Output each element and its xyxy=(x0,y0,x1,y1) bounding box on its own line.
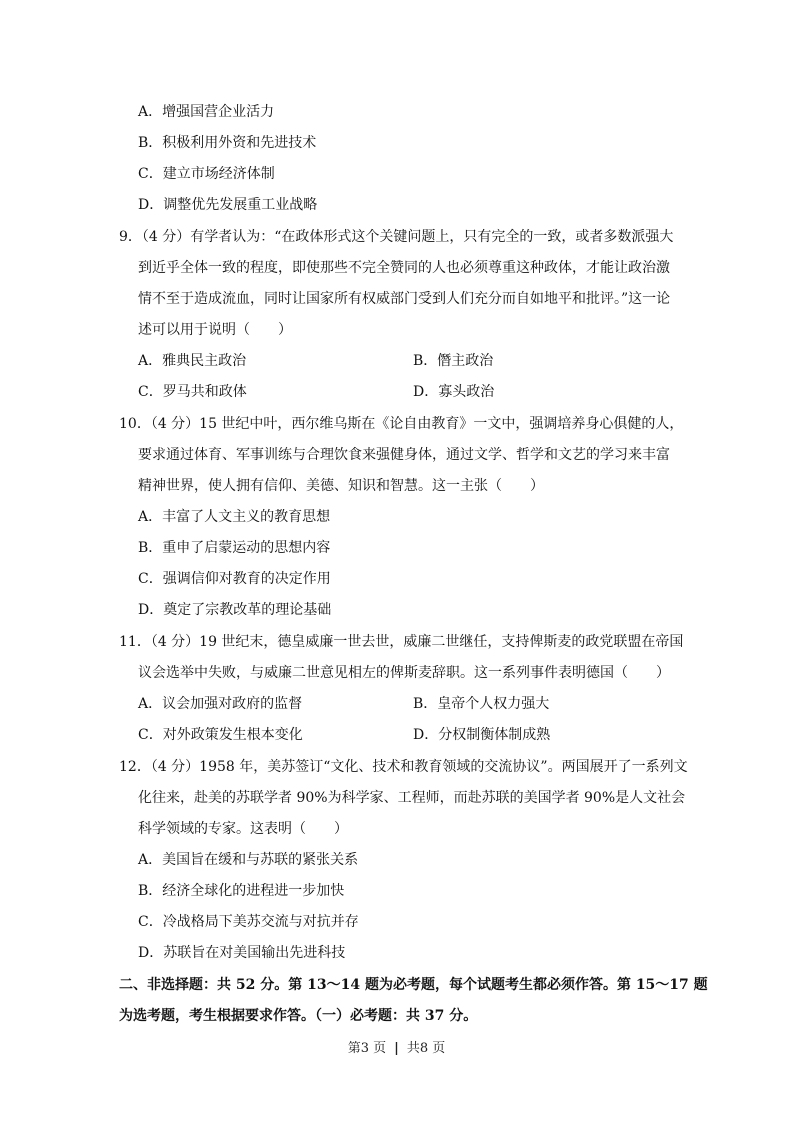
q9-option-b: B．僭主政治 xyxy=(413,353,494,369)
q11-option-d: D．分权制衡体制成熟 xyxy=(413,727,551,743)
q9-stem-line-4: 述可以用于说明（ ） xyxy=(138,322,292,338)
section-2-heading-line-2: 为选考题，考生根据要求作答。（一）必考题：共 37 分。 xyxy=(119,1008,478,1024)
q11-option-a: A．议会加强对政府的监督 xyxy=(138,696,303,712)
q11-stem-line-2: 议会选举中失败，与威廉二世意见相左的俾斯麦辞职。这一系列事件表明德国（ ） xyxy=(138,665,670,681)
q8-option-c: C．建立市场经济体制 xyxy=(138,166,275,182)
q9-stem-line-2: 到近乎全体一致的程度，即使那些不完全赞同的人也必须尊重这种政体，才能让政治激 xyxy=(138,260,670,276)
q9-stem-line-1: 9．（4 分）有学者认为：“在政体形式这个关键问题上，只有完全的一致，或者多数派强大 xyxy=(119,229,674,245)
q12-option-d: D．苏联旨在对美国输出先进科技 xyxy=(138,945,346,961)
q8-option-a: A．增强国营企业活力 xyxy=(138,104,275,120)
q9-option-c: C．罗马共和政体 xyxy=(138,384,247,400)
q12-option-c: C．冷战格局下美苏交流与对抗并存 xyxy=(138,914,359,930)
q10-stem-line-3: 精神世界，使人拥有信仰、美德、知识和智慧。这一主张（ ） xyxy=(138,478,544,494)
q12-stem-line-1: 12．（4 分）1958 年，美苏签订“文化、技术和教育领域的交流协议”。两国展开了一系列文 xyxy=(119,759,688,775)
section-2-heading-line-1: 二、非选择题：共 52 分。第 13～14 题为必考题，每个试题考生都必须作答。第 15～17 题 xyxy=(119,977,708,993)
page-footer xyxy=(0,1041,793,1057)
q10-stem-line-2: 要求通过体育、军事训练与合理饮食来强健身体，通过文学、哲学和文艺的学习来丰富 xyxy=(138,447,670,463)
footer-total-pages: 共8 页 xyxy=(406,1041,446,1056)
q10-option-b: B．重申了启蒙运动的思想内容 xyxy=(138,540,331,556)
q8-option-b: B．积极利用外资和先进技术 xyxy=(138,135,317,151)
q12-option-a: A．美国旨在缓和与苏联的紧张关系 xyxy=(138,852,359,868)
q11-option-c: C．对外政策发生根本变化 xyxy=(138,727,303,743)
q9-option-d: D．寡头政治 xyxy=(413,384,495,400)
q10-option-c: C．强调信仰对教育的决定作用 xyxy=(138,571,331,587)
q11-stem-line-1: 11．（4 分）19 世纪末，德皇威廉一世去世，威廉二世继任，支持俾斯麦的政党联盟在帝国 xyxy=(119,634,684,650)
q11-option-b: B．皇帝个人权力强大 xyxy=(413,696,550,712)
footer-separator: | xyxy=(394,1041,399,1056)
q12-stem-line-3: 科学领域的专家。这表明（ ） xyxy=(138,821,348,837)
q10-stem-line-1: 10．（4 分）15 世纪中叶，西尔维乌斯在《论自由教育》一文中，强调培养身心俱健的人， xyxy=(119,416,684,432)
footer-page-number: 第3 页 xyxy=(347,1041,387,1056)
q12-option-b: B．经济全球化的进程进一步加快 xyxy=(138,883,345,899)
q8-option-d: D．调整优先发展重工业战略 xyxy=(138,197,318,213)
q12-stem-line-2: 化往来，赴美的苏联学者 90%为科学家、工程师，而赴苏联的美国学者 90%是人文社会 xyxy=(138,790,686,806)
q10-option-d: D．奠定了宗教改革的理论基础 xyxy=(138,602,332,618)
q9-stem-line-3: 情不至于造成流血，同时让国家所有权威部门受到人们充分而自如地平和批评。”这一论 xyxy=(138,291,671,307)
q9-option-a: A．雅典民主政治 xyxy=(138,353,247,369)
q10-option-a: A．丰富了人文主义的教育思想 xyxy=(138,509,331,525)
